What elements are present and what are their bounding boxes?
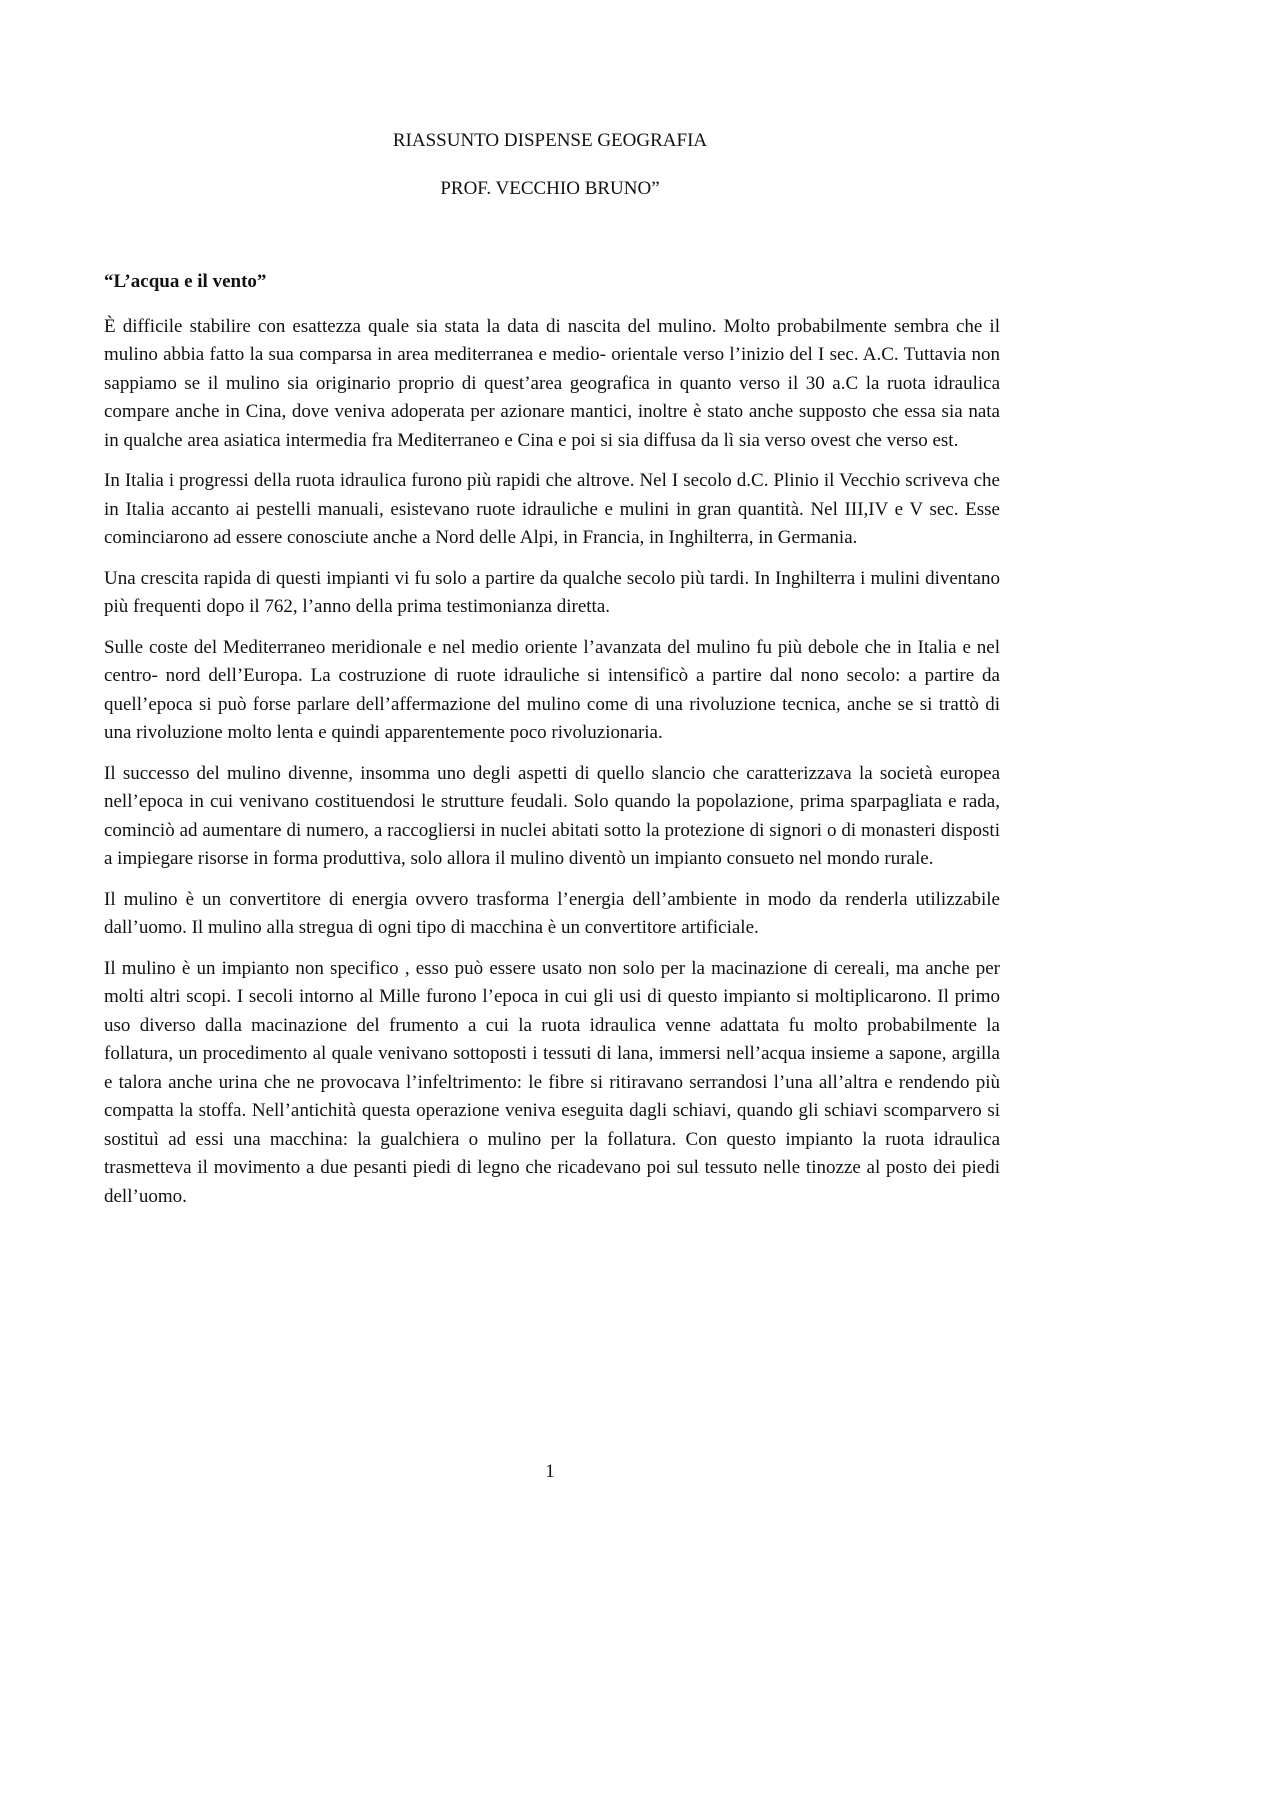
document-subtitle: PROF. VECCHIO BRUNO” <box>440 178 660 199</box>
paragraph-5: Il successo del mulino divenne, insomma uno degli aspetti di quello slancio che caratterizzava la società europea nell’epoca in cui venivano costituendosi le strutture feudali. Solo quando la popolazione, prima sparpagliata e rada, cominciò ad aumentare di numero, a raccogliersi in nuclei abitati sotto la protezione di signori o di monasteri disposti a impiegare risorse in forma produttiva, solo allora il mulino diventò un impianto consueto nel mondo rurale. <box>104 762 1000 869</box>
paragraph-6: Il mulino è un convertitore di energia ovvero trasforma l’energia dell’ambiente in modo da renderla utilizzabile dall’uomo. Il mulino alla stregua di ogni tipo di macchina è un convertitore artificiale. <box>104 888 1000 938</box>
paragraph-7: Il mulino è un impianto non specifico , esso può essere usato non solo per la macinazione di cereali, ma anche per molti altri scopi. I secoli intorno al Mille furono l’epoca in cui gli usi di questo impianto si moltiplicarono. Il primo uso diverso dalla macinazione del frumento a cui la ruota idraulica venne adattata fu molto probabilmente la follatura, un procedimento al quale venivano sottoposti i tessuti di lana, immersi nell’acqua insieme a sapone, argilla e talora anche urina che ne provocava l’infeltrimento: le fibre si ritiravano serrandosi l’una all’altra e rendendo più compatta la stoffa. Nell’antichità questa operazione veniva eseguita dagli schiavi, quando gli schiavi scomparvero si sostituì ad essi una macchina: la gualchiera o mulino per la follatura. Con questo impianto la ruota idraulica trasmetteva il movimento a due pesanti piedi di legno che ricadevano poi sul tessuto nelle tinozze al posto dei piedi dell’uomo. <box>104 957 1000 1207</box>
paragraph-1: È difficile stabilire con esattezza quale sia stata la data di nascita del mulino. Molto probabilmente sembra che il mulino abbia fatto la sua comparsa in area mediterranea e medio- orientale verso l’inizio del I sec. A.C. Tuttavia non sappiamo se il mulino sia originario proprio di quest’area geografica in quanto verso il 30 a.C la ruota idraulica compare anche in Cina, dove veniva adoperata per azionare mantici, inoltre è stato anche supposto che essa sia nata in qualche area asiatica intermedia fra Mediterraneo e Cina e poi si sia diffusa da lì sia verso ovest che verso est. <box>104 315 1000 451</box>
document-body <box>104 268 1000 1223</box>
paragraph-2: In Italia i progressi della ruota idraulica furono più rapidi che altrove. Nel I secolo d.C. Plinio il Vecchio scriveva che in Italia accanto ai pestelli manuali, esistevano ruote idrauliche e mulini in gran quantità. Nel III,IV e V sec. Esse cominciarono ad essere conosciute anche a Nord delle Alpi, in Francia, in Inghilterra, in Germania. <box>104 470 1000 548</box>
page-number: 1 <box>545 1461 555 1482</box>
paragraph-4: Sulle coste del Mediterraneo meridionale e nel medio oriente l’avanzata del mulino fu più debole che in Italia e nel centro- nord dell’Europa. La costruzione di ruote idrauliche si intensificò a partire dal nono secolo: a partire da quell’epoca si può forse parlare dell’affermazione del mulino come di una rivoluzione tecnica, anche se si trattò di una rivoluzione molto lenta e quindi apparentemente poco rivoluzionaria. <box>104 636 1000 743</box>
section-heading: “L’acqua e il vento” <box>104 271 267 292</box>
paragraph-3: Una crescita rapida di questi impianti vi fu solo a partire da qualche secolo più tardi. In Inghilterra i mulini diventano più frequenti dopo il 762, l’anno della prima testimonianza diretta. <box>104 567 1000 617</box>
document-title: RIASSUNTO DISPENSE GEOGRAFIA <box>392 130 708 151</box>
